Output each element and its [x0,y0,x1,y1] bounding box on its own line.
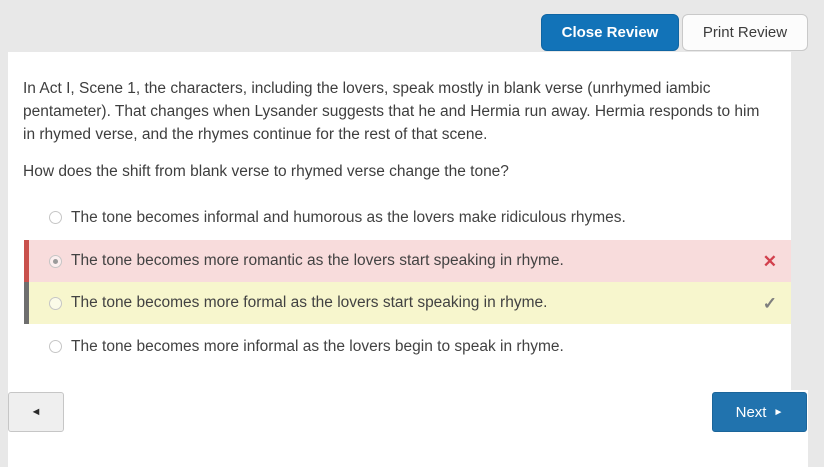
answer-option-2[interactable] [24,240,791,282]
radio-button[interactable] [49,340,62,353]
answer-options-list [8,181,791,361]
next-question-button[interactable] [712,392,807,432]
close-review-button[interactable]: Close Review [541,14,679,51]
answer-option-3[interactable] [24,282,791,324]
answer-option-label: The tone becomes more romantic as the lovers start speaking in rhyme. [71,252,564,269]
answer-option-label: The tone becomes informal and humorous as the lovers make ridiculous rhymes. [71,208,626,226]
next-button-label: Next [735,403,767,421]
answer-option-label: The tone becomes more informal as the lovers begin to speak in rhyme. [71,337,564,355]
radio-button[interactable] [49,255,62,268]
top-toolbar [0,0,824,52]
answer-option-label: The tone becomes more formal as the lovers start speaking in rhyme. [71,294,548,311]
print-review-button[interactable]: Print Review [682,14,808,51]
back-arrow-icon: ◄ [30,406,42,418]
previous-question-button[interactable] [8,392,64,432]
question-text: How does the shift from blank verse to rhymed verse change the tone? [23,163,509,180]
question-card [8,52,791,390]
correct-check-icon: ✓ [762,293,777,313]
radio-button[interactable] [49,211,62,224]
next-arrow-icon: ► [773,406,784,418]
answer-option-4[interactable] [24,332,791,361]
radio-button[interactable] [49,297,62,310]
answer-option-1[interactable] [24,203,791,232]
incorrect-x-icon: ✕ [762,251,777,271]
bottom-navigation [8,390,808,467]
passage-text: In Act I, Scene 1, the characters, including the lovers, speak mostly in blank verse (unrhymed iambic pentameter). That changes when Lysander suggests that he and Hermia run away. Hermia responds to him in rhymed verse, and the rhymes continue for the rest of that scene. [23,80,760,143]
